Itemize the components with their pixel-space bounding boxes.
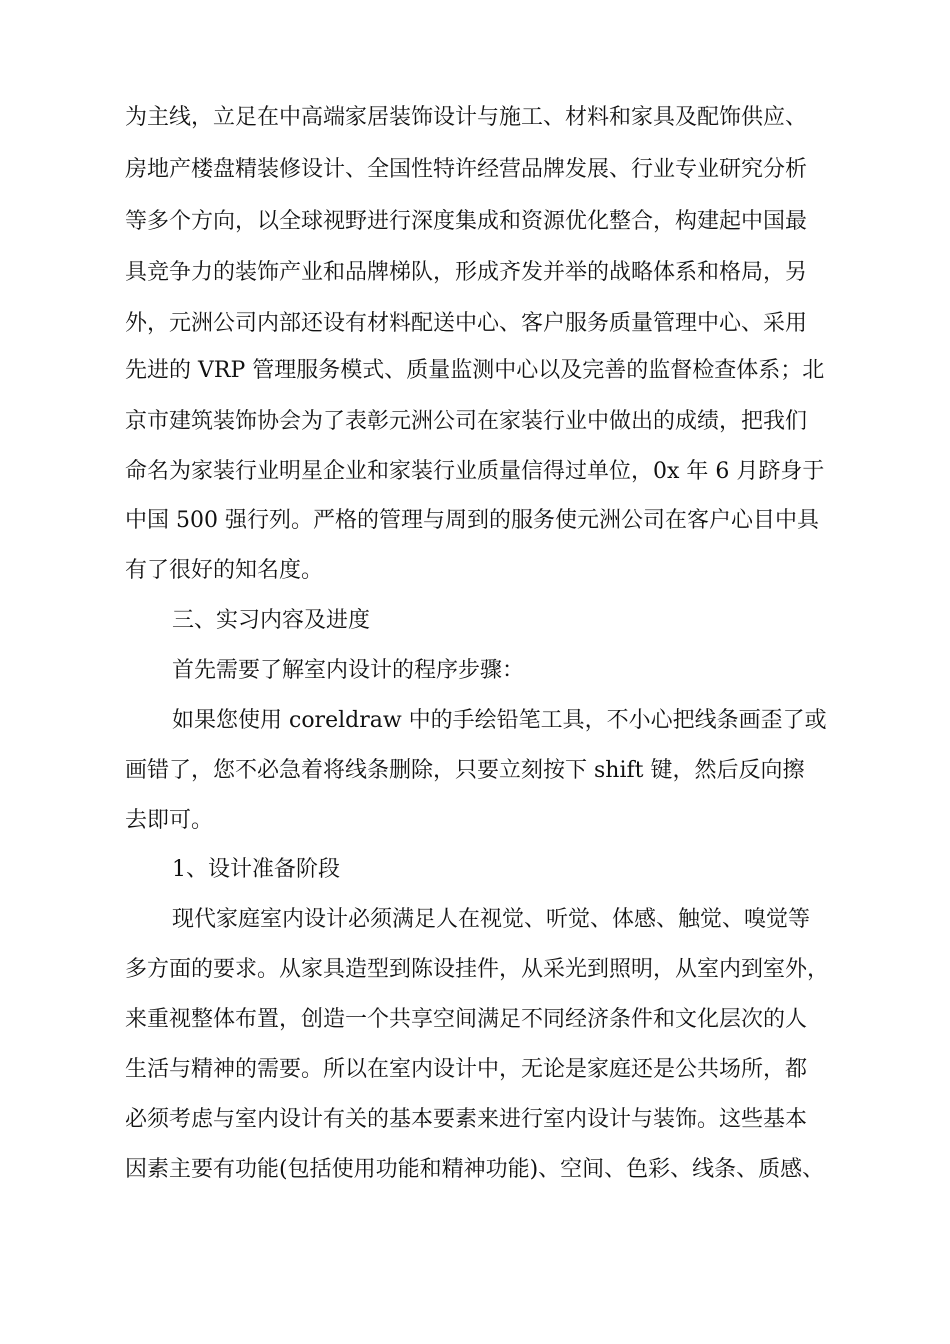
subsection-heading: 1、设计准备阶段 bbox=[172, 857, 340, 882]
paragraph-line: 为主线，立足在中高端家居装饰设计与施工、材料和家具及配饰供应、 bbox=[125, 105, 808, 130]
paragraph-line: 来重视整体布置，创造一个共享空间满足不同经济条件和文化层次的人 bbox=[125, 1007, 808, 1032]
paragraph-line: 生活与精神的需要。所以在室内设计中，无论是家庭还是公共场所，都 bbox=[125, 1057, 808, 1082]
paragraph-line: 画错了，您不必急着将线条删除，只要立刻按下 shift 键，然后反向擦 bbox=[125, 758, 805, 783]
section-heading: 三、实习内容及进度 bbox=[172, 608, 371, 633]
paragraph-line: 有了很好的知名度。 bbox=[125, 558, 324, 583]
paragraph-line: 京市建筑装饰协会为了表彰元洲公司在家装行业中做出的成绩，把我们 bbox=[125, 409, 808, 434]
paragraph-line: 如果您使用 coreldraw 中的手绘铅笔工具，不小心把线条画歪了或 bbox=[172, 708, 827, 733]
paragraph-line: 房地产楼盘精装修设计、全国性特许经营品牌发展、行业专业研究分析 bbox=[125, 157, 808, 182]
paragraph-line: 首先需要了解室内设计的程序步骤： bbox=[172, 658, 525, 683]
paragraph-line: 去即可。 bbox=[125, 808, 214, 833]
paragraph-line: 现代家庭室内设计必须满足人在视觉、听觉、体感、触觉、嗅觉等 bbox=[172, 907, 811, 932]
paragraph-line: 多方面的要求。从家具造型到陈设挂件，从采光到照明，从室内到室外， bbox=[125, 957, 830, 982]
paragraph-line: 因素主要有功能(包括使用功能和精神功能)、空间、色彩、线条、质感、 bbox=[125, 1157, 825, 1182]
paragraph-line: 必须考虑与室内设计有关的基本要素来进行室内设计与装饰。这些基本 bbox=[125, 1107, 808, 1132]
paragraph-line: 命名为家装行业明星企业和家装行业质量信得过单位，0x 年 6 月跻身于 bbox=[125, 459, 825, 484]
paragraph-line: 先进的 VRP 管理服务模式、质量监测中心以及完善的监督检查体系；北 bbox=[125, 358, 825, 383]
paragraph-line: 中国 500 强行列。严格的管理与周到的服务使元洲公司在客户心目中具 bbox=[125, 508, 819, 533]
paragraph-line: 具竞争力的装饰产业和品牌梯队，形成齐发并举的战略体系和格局，另 bbox=[125, 260, 808, 285]
paragraph-line: 外，元洲公司内部还设有材料配送中心、客户服务质量管理中心、采用 bbox=[125, 311, 808, 336]
paragraph-line: 等多个方向，以全球视野进行深度集成和资源优化整合，构建起中国最 bbox=[125, 209, 808, 234]
